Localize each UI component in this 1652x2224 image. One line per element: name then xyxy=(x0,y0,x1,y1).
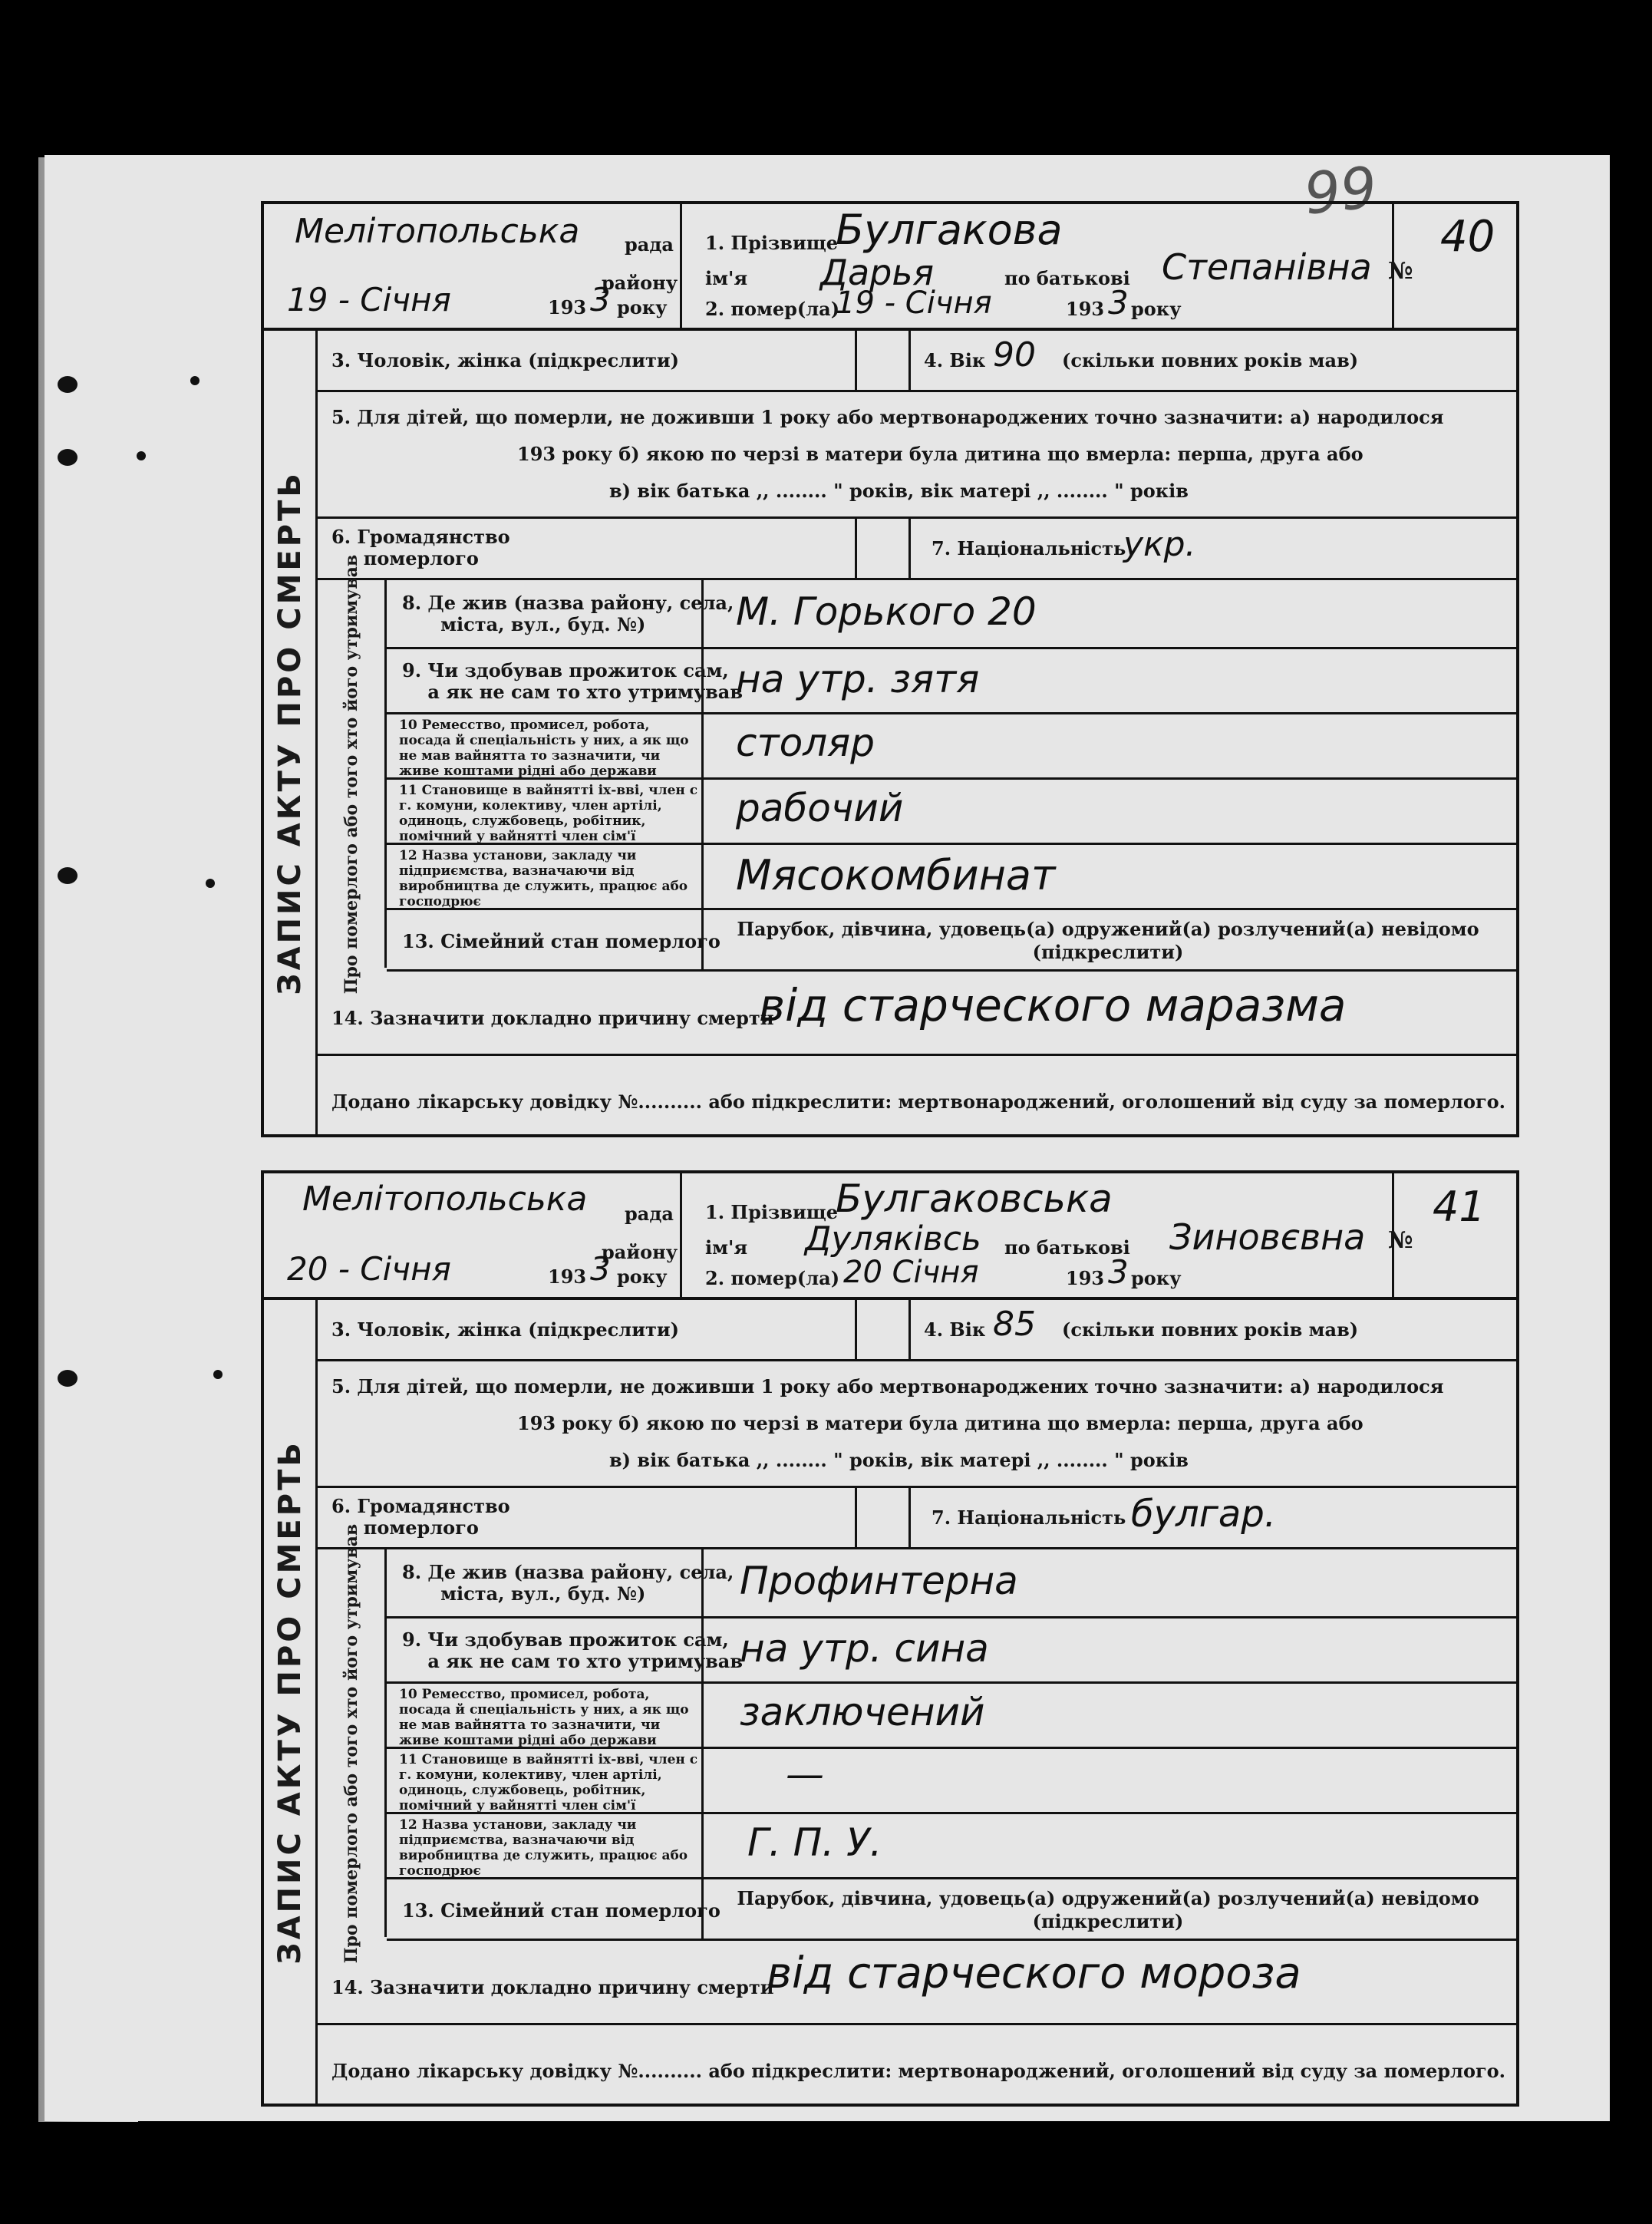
f3-label: 3. Чоловік, жінка (підкреслити) xyxy=(331,349,680,371)
rada-label: рада xyxy=(625,1203,674,1225)
roku-label: року xyxy=(617,296,668,318)
footer-note: Додано лікарську довідку №.......... або підкреслити: мертвонароджений, оголошений від суду за померлого. xyxy=(331,1091,1506,1113)
died-date-handwritten: 20 Січня xyxy=(843,1255,979,1290)
page-number: 99 xyxy=(1301,154,1380,228)
row-sex-age xyxy=(318,331,1516,392)
row-residence xyxy=(387,1549,1516,1619)
residence-handwritten: М. Горького 20 xyxy=(736,589,1037,634)
died-year-prefix: 193 xyxy=(1066,1267,1105,1289)
footer-note: Додано лікарську довідку №.......... або підкреслити: мертвонароджений, оголошений від суду за померлого. xyxy=(331,2060,1506,2082)
f9-label: 9. Чи здобував прожиток сам, а як не сам то хто утримував xyxy=(402,659,744,703)
patronymic-handwritten: Степанівна xyxy=(1162,246,1372,288)
binding-hole xyxy=(58,449,77,466)
f4-suffix: (скільки повних років мав) xyxy=(1062,1318,1359,1341)
rada-label: рада xyxy=(625,233,674,256)
nationality-handwritten: укр. xyxy=(1123,525,1196,564)
row-citizenship xyxy=(318,1488,1516,1549)
died-label: 2. помер(ла) xyxy=(705,298,840,320)
name-handwritten: Дарья xyxy=(820,252,935,293)
registration-office xyxy=(264,1173,682,1297)
age-handwritten: 90 xyxy=(993,335,1036,375)
f7-label: 7. Національність xyxy=(932,1506,1126,1529)
f12-label: 12 Назва установи, закладу чи підприємства, вазначаючи від виробництва де служить, працює або господрює xyxy=(399,848,688,909)
record-number: 41 xyxy=(1433,1183,1485,1231)
institution-handwritten: Мясокомбинат xyxy=(736,851,1056,899)
died-roku-label: року xyxy=(1131,298,1182,320)
year-prefix: 193 xyxy=(548,296,587,318)
record-date-handwritten: 19 - Січня xyxy=(287,281,451,318)
ink-mark xyxy=(190,376,199,385)
f13-label: 13. Сімейний стан померлого xyxy=(402,1899,720,1922)
year-prefix: 193 xyxy=(548,1265,587,1288)
trade-handwritten: столяр xyxy=(736,721,875,765)
f5-line2: 193 року б) якою по черзі в матери була дитина що вмерла: перша, друга або xyxy=(517,443,1363,465)
f10-label: 10 Ремесство, промисел, робота, посада й спеціальність у них, а як що не мав вайнятта то зазначити, чи живе коштами рідні або держави xyxy=(399,718,689,779)
row-institution xyxy=(387,845,1516,910)
died-year-digit: 3 xyxy=(1108,284,1129,322)
f12-label: 12 Назва установи, закладу чи підприємства, вазначаючи від виробництва де служить, працює або господрює xyxy=(399,1817,688,1879)
died-year-digit: 3 xyxy=(1108,1253,1129,1291)
row-cause xyxy=(318,1941,1516,2025)
cause-handwritten: від старческого маразма xyxy=(759,979,1347,1031)
f5-line1: 5. Для дітей, що померли, не доживши 1 року або мертвонароджених точно зазначити: а) народилося xyxy=(331,1375,1444,1397)
position-handwritten: — xyxy=(786,1752,824,1797)
f5-line1: 5. Для дітей, що померли, не доживши 1 року або мертвонароджених точно зазначити: а) народилося xyxy=(331,406,1444,428)
row-sex-age xyxy=(318,1300,1516,1361)
binding-hole xyxy=(58,867,77,884)
raion-label: району xyxy=(602,272,678,294)
row-children xyxy=(318,392,1516,519)
f8-label: 8. Де жив (назва району, села, міста, вул., буд. №) xyxy=(402,592,734,635)
row-trade xyxy=(387,1684,1516,1749)
f5-line2: 193 року б) якою по черзі в матери була дитина що вмерла: перша, друга або xyxy=(517,1412,1363,1434)
cause-handwritten: від старческого мороза xyxy=(767,1948,1301,1998)
record-date-handwritten: 20 - Січня xyxy=(287,1250,451,1288)
died-date-handwritten: 19 - Січня xyxy=(836,285,992,321)
ink-mark xyxy=(137,451,146,460)
sub-side-title: Про померлого або того хто його утримував xyxy=(318,1549,387,1937)
roku-label: року xyxy=(617,1265,668,1288)
institution-handwritten: Г. П. У. xyxy=(747,1820,882,1865)
row-trade xyxy=(387,714,1516,780)
f11-label: 11 Становище в вайнятті іх-вві, член с г. комуни, колективу, член артілі, одиноць, службовець, робітник, помічний у вайнятті член сім'ї xyxy=(399,1752,698,1813)
surname-label: 1. Прізвище xyxy=(705,1201,839,1223)
f13-label: 13. Сімейний стан померлого xyxy=(402,930,720,952)
rada-handwritten: Мелітопольська xyxy=(302,1180,588,1219)
position-handwritten: рабочий xyxy=(736,786,904,830)
name-label: ім'я xyxy=(705,1236,748,1259)
row-family xyxy=(387,910,1516,972)
died-roku-label: року xyxy=(1131,1267,1182,1289)
record-header xyxy=(261,1170,1519,1297)
died-label: 2. помер(ла) xyxy=(705,1267,840,1289)
row-position xyxy=(387,780,1516,845)
year-digit-handwritten: 3 xyxy=(590,1250,611,1288)
f4-prefix: 4. Вік xyxy=(924,349,986,371)
number-sign: № xyxy=(1388,258,1413,285)
patronymic-handwritten: Зиновєвна xyxy=(1169,1216,1366,1258)
trade-handwritten: заключений xyxy=(740,1690,985,1734)
name-label: ім'я xyxy=(705,267,748,289)
f5-line3: в) вік батька ,, ........ " років, вік матері ,, ........ " років xyxy=(609,1449,1189,1471)
f6-label: 6. Громадянство померлого xyxy=(331,1495,510,1539)
row-citizenship xyxy=(318,519,1516,580)
binding-hole xyxy=(58,1370,77,1387)
row-institution xyxy=(387,1814,1516,1879)
registration-office xyxy=(264,204,682,328)
death-record-1 xyxy=(261,201,1519,1137)
rada-handwritten: Мелітопольська xyxy=(295,212,580,251)
row-cause xyxy=(318,972,1516,1056)
f13-options: Парубок, дівчина, удовець(а) одружений(а) розлучений(а) невідомо (підкреслити) xyxy=(737,918,1479,963)
surname-label: 1. Прізвище xyxy=(705,232,839,254)
record-header xyxy=(261,201,1519,328)
support-handwritten: на утр. сина xyxy=(740,1626,989,1671)
year-digit-handwritten: 3 xyxy=(590,281,611,318)
row-support xyxy=(387,1619,1516,1684)
side-title: ЗАПИС АКТУ ПРО СМЕРТЬ xyxy=(264,331,318,1134)
f14-label: 14. Зазначити докладно причину смерти xyxy=(331,1007,774,1029)
ink-mark xyxy=(213,1370,223,1379)
row-family xyxy=(387,1879,1516,1941)
record-number-box xyxy=(1388,204,1519,328)
row-children xyxy=(318,1361,1516,1488)
record-number-box xyxy=(1388,1173,1519,1297)
raion-label: району xyxy=(602,1241,678,1263)
record-body xyxy=(261,328,1519,1137)
surname-handwritten: Булгакова xyxy=(836,206,1063,254)
death-record-2 xyxy=(261,1170,1519,2107)
binding-hole xyxy=(58,376,77,393)
sub-side-title: Про померлого або того хто його утримував xyxy=(318,580,387,968)
nationality-handwritten: булгар. xyxy=(1131,1493,1277,1536)
f4-suffix: (скільки повних років мав) xyxy=(1062,349,1359,371)
record-number: 40 xyxy=(1440,212,1495,262)
f7-label: 7. Національність xyxy=(932,537,1126,559)
age-handwritten: 85 xyxy=(993,1305,1036,1344)
f8-label: 8. Де жив (назва району, села, міста, вул., буд. №) xyxy=(402,1561,734,1605)
name-handwritten: Дуляківсь xyxy=(805,1219,981,1259)
number-sign: № xyxy=(1388,1227,1413,1254)
patronymic-label: по батькові xyxy=(1004,1236,1130,1259)
f9-label: 9. Чи здобував прожиток сам, а як не сам то хто утримував xyxy=(402,1628,744,1672)
f10-label: 10 Ремесство, промисел, робота, посада й спеціальність у них, а як що не мав вайнятта то зазначити, чи живе коштами рідні або держави xyxy=(399,1687,689,1748)
f11-label: 11 Становище в вайнятті іх-вві, член с г. комуни, колективу, член артілі, одиноць, службовець, робітник, помічний у вайнятті член сім'ї xyxy=(399,783,698,844)
row-support xyxy=(387,649,1516,714)
surname-handwritten: Булгаковська xyxy=(836,1176,1113,1221)
patronymic-label: по батькові xyxy=(1004,267,1130,289)
died-year-prefix: 193 xyxy=(1066,298,1105,320)
side-title: ЗАПИС АКТУ ПРО СМЕРТЬ xyxy=(264,1300,318,2104)
row-residence xyxy=(387,580,1516,649)
ink-mark xyxy=(206,879,215,888)
f6-label: 6. Громадянство померлого xyxy=(331,526,510,569)
f3-label: 3. Чоловік, жінка (підкреслити) xyxy=(331,1318,680,1341)
residence-handwritten: Профинтерна xyxy=(740,1559,1018,1603)
support-handwritten: на утр. зятя xyxy=(736,657,980,701)
f4-prefix: 4. Вік xyxy=(924,1318,986,1341)
record-body xyxy=(261,1297,1519,2107)
row-position xyxy=(387,1749,1516,1814)
f5-line3: в) вік батька ,, ........ " років, вік матері ,, ........ " років xyxy=(609,480,1189,502)
f14-label: 14. Зазначити докладно причину смерти xyxy=(331,1976,774,1998)
f13-options: Парубок, дівчина, удовець(а) одружений(а) розлучений(а) невідомо (підкреслити) xyxy=(737,1887,1479,1932)
